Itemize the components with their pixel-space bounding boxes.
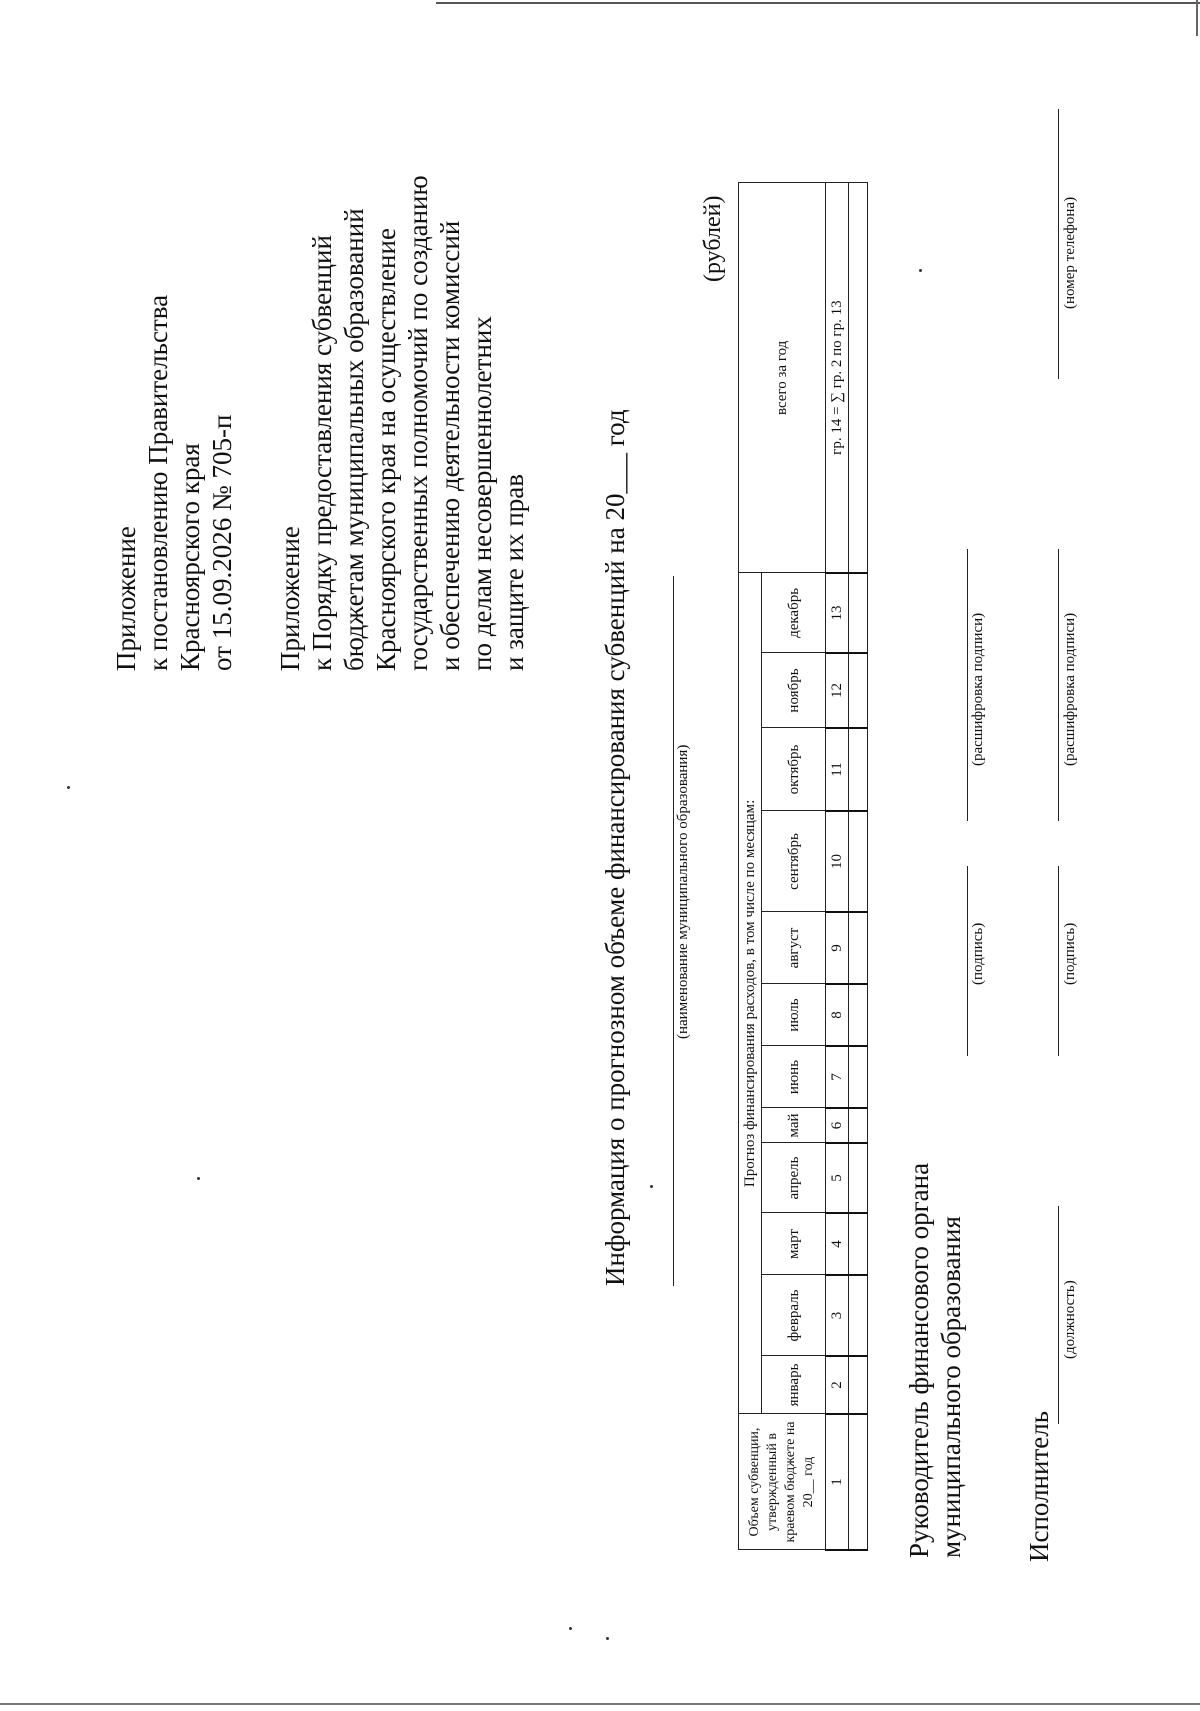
table-cell-total-formula: гр. 14 = ∑ гр. 2 по гр. 13 [826, 183, 849, 573]
table-cell-empty [849, 728, 868, 811]
units-label: (рублей) [700, 195, 726, 282]
table-header-total-year: всего за год [739, 183, 826, 573]
forecast-table [738, 182, 868, 1551]
table-cell-number: 1 [826, 1414, 849, 1550]
table-cell-empty [849, 573, 868, 653]
appendix-resolution-line: от 15.09.2026 № 705-п [207, 414, 237, 671]
appendix-procedure-line: к Порядку предоставления субвенций [307, 235, 337, 671]
executor-phone-line [1058, 109, 1059, 379]
table-cell-empty [849, 811, 868, 912]
table-header-forecast: Прогноз финансирования расходов, в том числе по месяцам: [739, 573, 762, 1414]
appendix-procedure-line: Приложение [275, 526, 305, 671]
head-label-line: Руководитель финансового органа [904, 1162, 934, 1558]
head-decoding-line [967, 549, 968, 821]
appendix-resolution-block [110, 295, 238, 671]
table-cell-empty [849, 984, 868, 1046]
table-header-month: октябрь [762, 728, 826, 811]
table-cell-number: 7 [826, 1046, 849, 1108]
table-cell-empty [849, 1143, 868, 1213]
table-cell-empty [849, 1275, 868, 1356]
appendix-procedure-line: бюджетам муниципальных образований [339, 208, 369, 671]
head-decoding-caption: (расшифровка подписи) [970, 612, 986, 766]
table-cell-empty [849, 1213, 868, 1275]
executor-label: Исполнитель [1024, 1410, 1054, 1562]
table-header-month: апрель [762, 1143, 826, 1213]
table-header-month: май [762, 1108, 826, 1143]
table-cell-empty [849, 1108, 868, 1143]
executor-signature-line [1058, 866, 1059, 1056]
executor-decoding-caption: (расшифровка подписи) [1062, 612, 1078, 766]
appendix-resolution-line: Приложение [111, 526, 141, 671]
appendix-procedure-line: по делам несовершеннолетних [467, 316, 497, 671]
appendix-procedure-block [274, 175, 530, 671]
appendix-procedure-line: государственных полномочий по созданию [403, 175, 433, 671]
executor-position-caption: (должность) [1062, 1280, 1078, 1359]
table-header-month: декабрь [762, 573, 826, 653]
page-title: Информация о прогнозном объеме финансирования субвенций на 20___ год [600, 409, 630, 1286]
executor-position-line [1058, 1206, 1059, 1424]
table-header-month: март [762, 1213, 826, 1275]
municipality-caption: (наименование муниципального образования) [675, 744, 691, 1039]
table-row-numbering [826, 183, 849, 1550]
table-cell-number: 5 [826, 1143, 849, 1213]
table-cell-number: 13 [826, 573, 849, 653]
table-header-month: ноябрь [762, 653, 826, 728]
table-header-month: июль [762, 984, 826, 1046]
table-row-empty [849, 183, 868, 1550]
executor-phone-caption: (номер телефона) [1062, 196, 1078, 309]
table-cell-number: 4 [826, 1213, 849, 1275]
executor-decoding-line [1058, 549, 1059, 821]
table-cell-empty [849, 183, 868, 573]
table-cell-empty [849, 1356, 868, 1414]
appendix-procedure-line: и защите их прав [499, 473, 529, 671]
head-signature-line [967, 866, 968, 1056]
head-label-line: муниципального образования [936, 1216, 966, 1558]
table-cell-empty [849, 653, 868, 728]
appendix-procedure-line: и обеспечению деятельности комиссий [435, 220, 465, 671]
table-header-month: июнь [762, 1046, 826, 1108]
appendix-procedure-line: Красноярского края на осуществление [371, 228, 401, 671]
table-cell-number: 10 [826, 811, 849, 912]
table-cell-empty [849, 1414, 868, 1550]
head-label [903, 1163, 967, 1558]
head-signature-caption: (подпись) [970, 922, 986, 985]
appendix-resolution-line: Красноярского края [175, 443, 205, 671]
table-cell-empty [849, 1046, 868, 1108]
table-cell-number: 8 [826, 984, 849, 1046]
executor-signature-caption: (подпись) [1062, 922, 1078, 985]
table-cell-number: 9 [826, 912, 849, 984]
table-cell-number: 11 [826, 728, 849, 811]
table-cell-number: 3 [826, 1275, 849, 1356]
appendix-resolution-line: к постановлению Правительства [143, 294, 173, 671]
table-header-month: январь [762, 1356, 826, 1414]
table-cell-number: 12 [826, 653, 849, 728]
table-cell-empty [849, 912, 868, 984]
table-cell-number: 2 [826, 1356, 849, 1414]
municipality-name-line [673, 576, 674, 1286]
table-header-month: сентябрь [762, 811, 826, 912]
table-cell-number: 6 [826, 1108, 849, 1143]
table-header-subsidy-volume: Объем субвенции, утвержденный в краевом бюджете на 20__ год [739, 1414, 826, 1550]
table-header-month: февраль [762, 1275, 826, 1356]
table-header-month: август [762, 912, 826, 984]
